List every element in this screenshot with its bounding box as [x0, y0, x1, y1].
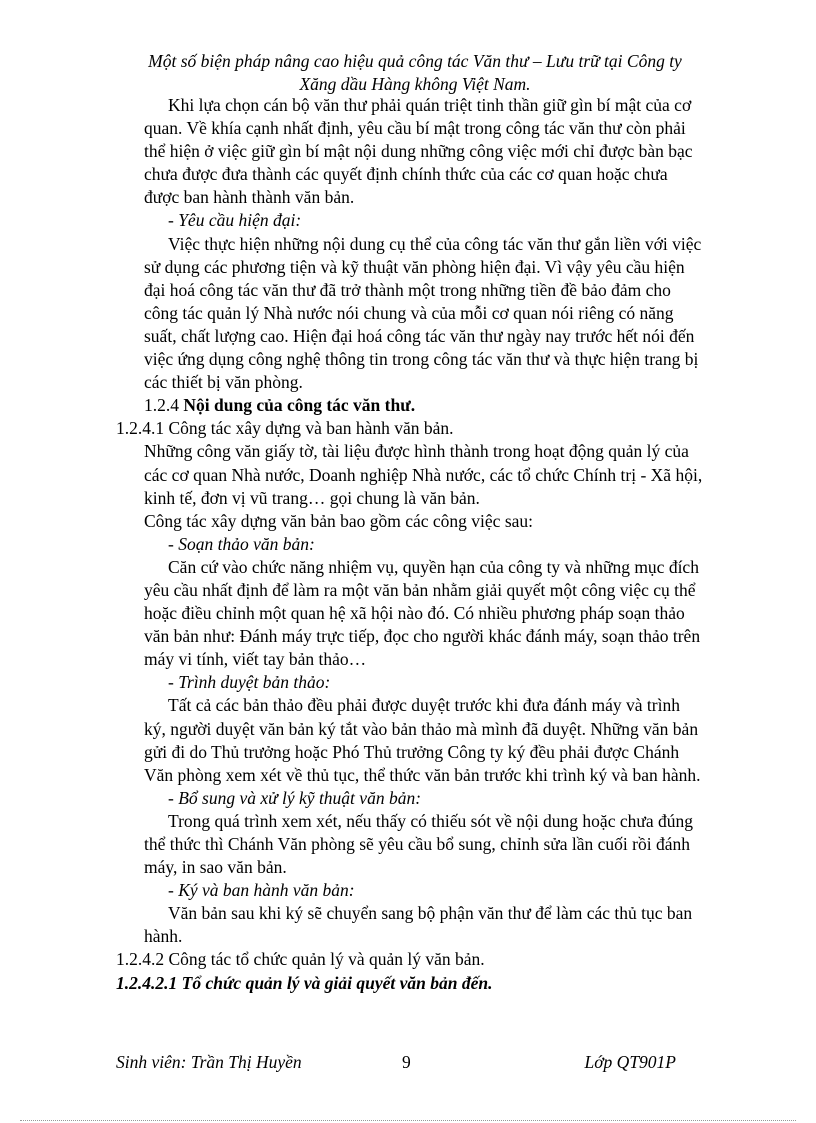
paragraph-modernization: Việc thực hiện những nội dung cụ thể của công tác văn thư gắn liền với việc sử dụng các phương tiện và kỹ thuật văn phòng hiện đại. Vì vậy yêu cầu hiện đại hoá công tác văn thư đã trở thành một trong những tiền đề bảo đảm cho công tác quản lý Nhà nước nói chung và của mỗi cơ quan nói riêng có năng suất, chất lượng cao. Hiện đại hoá công tác văn thư ngày nay trước hết nói đến việc ứng dụng công nghệ thông tin trong công tác văn thư và thực hiện trang bị các thiết bị văn phòng.: [144, 233, 702, 393]
footer-student: Sinh viên: Trần Thị Huyền: [116, 1052, 302, 1072]
paragraph-signing: Văn bản sau khi ký sẽ chuyển sang bộ phận văn thư để làm các thủ tục ban hành.: [144, 903, 693, 947]
heading-supplement: - Bổ sung và xử lý kỹ thuật văn bản:: [168, 787, 422, 808]
paragraph-drafting-tasks: Công tác xây dựng văn bản bao gồm các công việc sau:: [144, 510, 534, 531]
paragraph-approval: Tất cả các bản thảo đều phải được duyệt trước khi đưa đánh máy và trình ký, người duyệt văn bản ký tắt vào bản thảo mà mình đã duyệt. Những văn bản gửi đi do Thủ trưởng hoặc Phó Thủ trưởng Công ty ký đều phải được Chánh Văn phòng xem xét về thủ tục, thể thức văn bản trước khi trình ký và ban hành.: [144, 695, 701, 785]
header-line-2: Xăng dầu Hàng không Việt Nam.: [299, 74, 531, 94]
section-1-2-4-2: 1.2.4.2 Công tác tổ chức quản lý và quản lý văn bản.: [116, 949, 485, 970]
heading-drafting: - Soạn thảo văn bản:: [168, 533, 315, 554]
paragraph-supplement: Trong quá trình xem xét, nếu thấy có thiếu sót về nội dung hoặc chưa đúng thể thức thì Chánh Văn phòng sẽ yêu cầu bổ sung, chỉnh sửa lần cuối rồi đánh máy, in sao văn bản.: [144, 810, 693, 878]
header-line-1: Một số biện pháp nâng cao hiệu quả công tác Văn thư – Lưu trữ tại Công ty: [148, 51, 682, 71]
page-header: [100, 50, 730, 96]
footer-page-number: 9: [402, 1052, 411, 1072]
section-1-2-4: [116, 394, 706, 417]
section-1-2-4-number: 1.2.4: [144, 395, 184, 416]
paragraph-drafting: Căn cứ vào chức năng nhiệm vụ, quyền hạn của công ty và những mục đích yêu cầu nhất định để làm ra một văn bản nhằm giải quyết một công việc cụ thể hoặc điều chỉnh một quan hệ xã hội nào đó. Có nhiều phương pháp soạn thảo văn bản như: Đánh máy trực tiếp, đọc cho người khác đánh máy, soạn thảo trên máy vi tính, viết tay bản thảo…: [144, 556, 701, 670]
paragraph-confidentiality: Khi lựa chọn cán bộ văn thư phải quán triệt tinh thần giữ gìn bí mật của cơ quan. Về khía cạnh nhất định, yêu cầu bí mật trong công tác văn thư còn phải thể hiện ở việc giữ gìn bí mật nội dung những công việc mới chỉ được bàn bạc chưa được đưa thành các quyết định chính thức của các cơ quan hoặc chưa được ban hành thành văn bản.: [144, 95, 693, 208]
bottom-divider: [20, 1120, 796, 1121]
paragraph-documents-definition: Những công văn giấy tờ, tài liệu được hình thành trong hoạt động quản lý của các cơ quan Nhà nước, Doanh nghiệp Nhà nước, các tổ chức Chính trị - Xã hội, kinh tế, đơn vị vũ trang… gọi chung là văn bản.: [144, 441, 703, 508]
document-body: [116, 94, 706, 995]
section-1-2-4-title: Nội dung của công tác văn thư.: [183, 395, 416, 416]
section-1-2-4-1: 1.2.4.1 Công tác xây dựng và ban hành văn bản.: [116, 418, 454, 439]
heading-signing: - Ký và ban hành văn bản:: [168, 880, 355, 901]
footer-class: Lớp QT901P: [584, 1052, 676, 1072]
heading-modern-requirement: - Yêu cầu hiện đại:: [168, 210, 302, 231]
heading-approval: - Trình duyệt bản thảo:: [168, 672, 331, 693]
section-1-2-4-2-1: 1.2.4.2.1 Tổ chức quản lý và giải quyết văn bản đến.: [116, 972, 493, 993]
